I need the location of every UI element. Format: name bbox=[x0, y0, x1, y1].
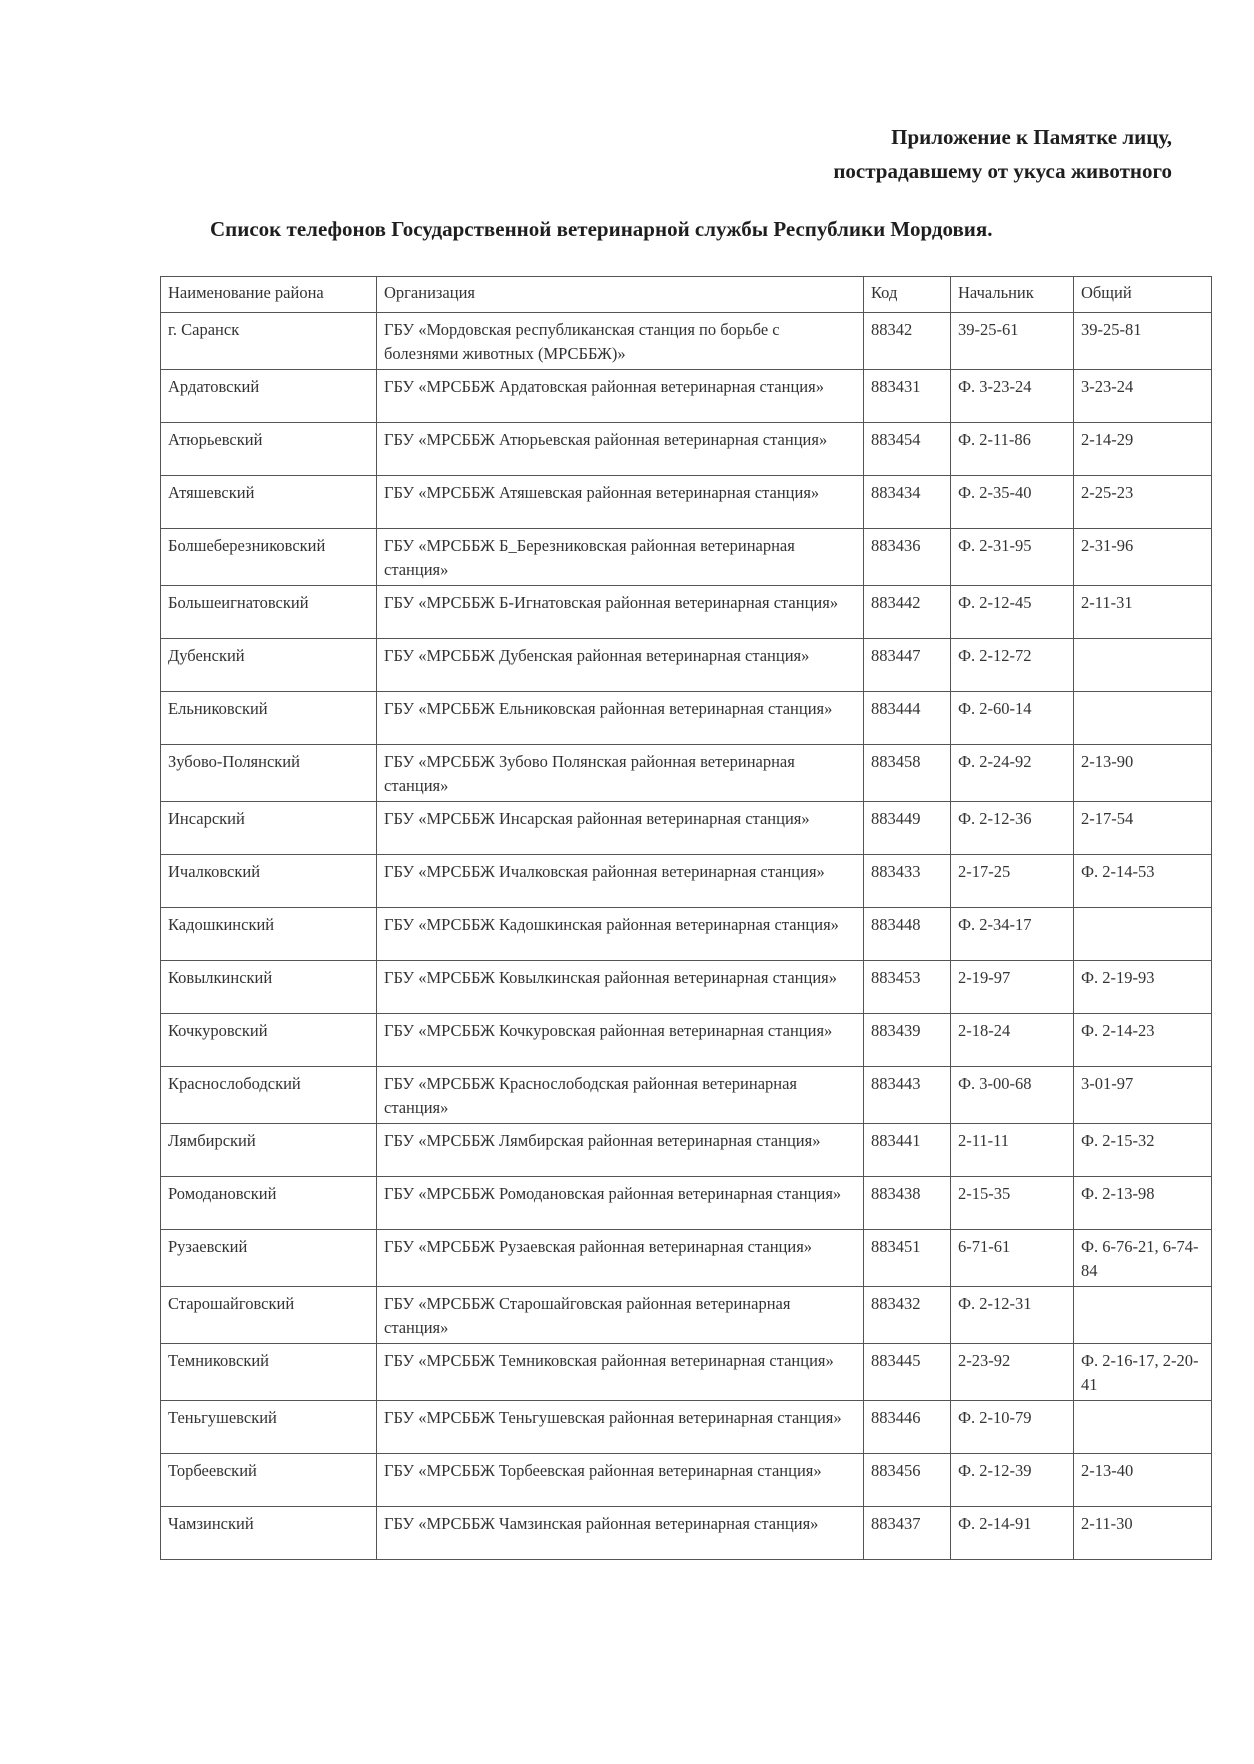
code-cell: 883434 bbox=[864, 476, 951, 529]
code-cell: 883431 bbox=[864, 370, 951, 423]
district-cell: Ельниковский bbox=[161, 692, 377, 745]
code-cell: 883448 bbox=[864, 908, 951, 961]
code-cell: 883442 bbox=[864, 586, 951, 639]
organization-cell: ГБУ «МРСББЖ Кадошкинская районная ветеринарная станция» bbox=[377, 908, 864, 961]
head-phone-cell: 2-18-24 bbox=[951, 1014, 1074, 1067]
table-row bbox=[161, 1230, 1212, 1287]
common-phone-cell: 2-25-23 bbox=[1074, 476, 1212, 529]
organization-cell: ГБУ «МРСББЖ Темниковская районная ветеринарная станция» bbox=[377, 1344, 864, 1401]
common-phone-cell: 3-23-24 bbox=[1074, 370, 1212, 423]
table-header-row bbox=[161, 277, 1212, 313]
head-phone-cell: Ф. 2-35-40 bbox=[951, 476, 1074, 529]
common-phone-cell: 2-13-40 bbox=[1074, 1454, 1212, 1507]
common-phone-cell: Ф. 2-19-93 bbox=[1074, 961, 1212, 1014]
column-header-head: Начальник bbox=[951, 277, 1074, 313]
document-title: Список телефонов Государственной ветеринарной службы Республики Мордовия. bbox=[210, 217, 993, 241]
organization-cell: ГБУ «МРСББЖ Ичалковская районная ветеринарная станция» bbox=[377, 855, 864, 908]
table-row bbox=[161, 802, 1212, 855]
table-row bbox=[161, 1067, 1212, 1124]
table-row bbox=[161, 1287, 1212, 1344]
district-cell: Атюрьевский bbox=[161, 423, 377, 476]
head-phone-cell: Ф. 3-00-68 bbox=[951, 1067, 1074, 1124]
appendix-heading bbox=[833, 120, 1172, 188]
common-phone-cell: 2-11-31 bbox=[1074, 586, 1212, 639]
organization-cell: ГБУ «МРСББЖ Ельниковская районная ветеринарная станция» bbox=[377, 692, 864, 745]
head-phone-cell: 39-25-61 bbox=[951, 313, 1074, 370]
district-cell: Инсарский bbox=[161, 802, 377, 855]
head-phone-cell: Ф. 2-24-92 bbox=[951, 745, 1074, 802]
table-body bbox=[161, 313, 1212, 1560]
head-phone-cell: 2-11-11 bbox=[951, 1124, 1074, 1177]
table-row bbox=[161, 370, 1212, 423]
organization-cell: ГБУ «МРСББЖ Лямбирская районная ветеринарная станция» bbox=[377, 1124, 864, 1177]
common-phone-cell: Ф. 6-76-21, 6-74-84 bbox=[1074, 1230, 1212, 1287]
common-phone-cell: 2-14-29 bbox=[1074, 423, 1212, 476]
organization-cell: ГБУ «МРСББЖ Чамзинская районная ветеринарная станция» bbox=[377, 1507, 864, 1560]
code-cell: 883443 bbox=[864, 1067, 951, 1124]
district-cell: Чамзинский bbox=[161, 1507, 377, 1560]
organization-cell: ГБУ «МРСББЖ Атюрьевская районная ветеринарная станция» bbox=[377, 423, 864, 476]
organization-cell: ГБУ «МРСББЖ Торбеевская районная ветеринарная станция» bbox=[377, 1454, 864, 1507]
head-phone-cell: Ф. 2-12-36 bbox=[951, 802, 1074, 855]
head-phone-cell: Ф. 2-12-39 bbox=[951, 1454, 1074, 1507]
head-phone-cell: Ф. 2-12-31 bbox=[951, 1287, 1074, 1344]
code-cell: 883436 bbox=[864, 529, 951, 586]
head-phone-cell: Ф. 3-23-24 bbox=[951, 370, 1074, 423]
district-cell: Зубово-Полянский bbox=[161, 745, 377, 802]
code-cell: 883447 bbox=[864, 639, 951, 692]
district-cell: Старошайговский bbox=[161, 1287, 377, 1344]
district-cell: Болшеберезниковский bbox=[161, 529, 377, 586]
district-cell: Дубенский bbox=[161, 639, 377, 692]
organization-cell: ГБУ «МРСББЖ Ковылкинская районная ветеринарная станция» bbox=[377, 961, 864, 1014]
common-phone-cell: Ф. 2-15-32 bbox=[1074, 1124, 1212, 1177]
table-row bbox=[161, 1454, 1212, 1507]
head-phone-cell: 2-15-35 bbox=[951, 1177, 1074, 1230]
common-phone-cell: 2-17-54 bbox=[1074, 802, 1212, 855]
table-row bbox=[161, 745, 1212, 802]
table-row bbox=[161, 961, 1212, 1014]
code-cell: 883446 bbox=[864, 1401, 951, 1454]
head-phone-cell: Ф. 2-31-95 bbox=[951, 529, 1074, 586]
district-cell: Ковылкинский bbox=[161, 961, 377, 1014]
common-phone-cell: 2-11-30 bbox=[1074, 1507, 1212, 1560]
district-cell: Ичалковский bbox=[161, 855, 377, 908]
head-phone-cell: Ф. 2-10-79 bbox=[951, 1401, 1074, 1454]
organization-cell: ГБУ «МРСББЖ Б-Игнатовская районная ветеринарная станция» bbox=[377, 586, 864, 639]
district-cell: Темниковский bbox=[161, 1344, 377, 1401]
district-cell: Атяшевский bbox=[161, 476, 377, 529]
district-cell: г. Саранск bbox=[161, 313, 377, 370]
code-cell: 883458 bbox=[864, 745, 951, 802]
common-phone-cell bbox=[1074, 1401, 1212, 1454]
phone-table bbox=[160, 276, 1212, 1560]
common-phone-cell: 2-13-90 bbox=[1074, 745, 1212, 802]
code-cell: 883437 bbox=[864, 1507, 951, 1560]
organization-cell: ГБУ «МРСББЖ Кочкуровская районная ветеринарная станция» bbox=[377, 1014, 864, 1067]
district-cell: Ардатовский bbox=[161, 370, 377, 423]
organization-cell: ГБУ «МРСББЖ Атяшевская районная ветеринарная станция» bbox=[377, 476, 864, 529]
common-phone-cell: 3-01-97 bbox=[1074, 1067, 1212, 1124]
table-row bbox=[161, 1014, 1212, 1067]
common-phone-cell bbox=[1074, 1287, 1212, 1344]
table-row bbox=[161, 1124, 1212, 1177]
table-row bbox=[161, 423, 1212, 476]
code-cell: 883449 bbox=[864, 802, 951, 855]
head-phone-cell: Ф. 2-14-91 bbox=[951, 1507, 1074, 1560]
district-cell: Теньгушевский bbox=[161, 1401, 377, 1454]
organization-cell: ГБУ «МРСББЖ Ардатовская районная ветеринарная станция» bbox=[377, 370, 864, 423]
district-cell: Кадошкинский bbox=[161, 908, 377, 961]
organization-cell: ГБУ «МРСББЖ Краснослободская районная ветеринарная станция» bbox=[377, 1067, 864, 1124]
head-phone-cell: 2-23-92 bbox=[951, 1344, 1074, 1401]
code-cell: 883451 bbox=[864, 1230, 951, 1287]
district-cell: Краснослободский bbox=[161, 1067, 377, 1124]
organization-cell: ГБУ «МРСББЖ Старошайговская районная ветеринарная станция» bbox=[377, 1287, 864, 1344]
organization-cell: ГБУ «МРСББЖ Теньгушевская районная ветеринарная станция» bbox=[377, 1401, 864, 1454]
table-row bbox=[161, 908, 1212, 961]
district-cell: Лямбирский bbox=[161, 1124, 377, 1177]
table-row bbox=[161, 313, 1212, 370]
common-phone-cell: 39-25-81 bbox=[1074, 313, 1212, 370]
common-phone-cell: Ф. 2-14-23 bbox=[1074, 1014, 1212, 1067]
organization-cell: ГБУ «МРСББЖ Рузаевская районная ветеринарная станция» bbox=[377, 1230, 864, 1287]
common-phone-cell: Ф. 2-16-17, 2-20-41 bbox=[1074, 1344, 1212, 1401]
head-phone-cell: Ф. 2-34-17 bbox=[951, 908, 1074, 961]
column-header-code: Код bbox=[864, 277, 951, 313]
common-phone-cell bbox=[1074, 639, 1212, 692]
column-header-organization: Организация bbox=[377, 277, 864, 313]
head-phone-cell: Ф. 2-60-14 bbox=[951, 692, 1074, 745]
district-cell: Торбеевский bbox=[161, 1454, 377, 1507]
common-phone-cell: Ф. 2-14-53 bbox=[1074, 855, 1212, 908]
organization-cell: ГБУ «МРСББЖ Ромодановская районная ветеринарная станция» bbox=[377, 1177, 864, 1230]
code-cell: 883432 bbox=[864, 1287, 951, 1344]
head-phone-cell: 2-17-25 bbox=[951, 855, 1074, 908]
organization-cell: ГБУ «МРСББЖ Дубенская районная ветеринарная станция» bbox=[377, 639, 864, 692]
appendix-line-2: пострадавшему от укуса животного bbox=[833, 159, 1172, 183]
common-phone-cell bbox=[1074, 692, 1212, 745]
column-header-district: Наименование района bbox=[161, 277, 377, 313]
code-cell: 883445 bbox=[864, 1344, 951, 1401]
table-row bbox=[161, 692, 1212, 745]
table-row bbox=[161, 639, 1212, 692]
code-cell: 883441 bbox=[864, 1124, 951, 1177]
organization-cell: ГБУ «МРСББЖ Зубово Полянская районная ветеринарная станция» bbox=[377, 745, 864, 802]
table-row bbox=[161, 476, 1212, 529]
head-phone-cell: Ф. 2-12-72 bbox=[951, 639, 1074, 692]
district-cell: Рузаевский bbox=[161, 1230, 377, 1287]
code-cell: 883438 bbox=[864, 1177, 951, 1230]
district-cell: Большеигнатовский bbox=[161, 586, 377, 639]
head-phone-cell: 2-19-97 bbox=[951, 961, 1074, 1014]
table-row bbox=[161, 855, 1212, 908]
common-phone-cell bbox=[1074, 908, 1212, 961]
column-header-common: Общий bbox=[1074, 277, 1212, 313]
head-phone-cell: 6-71-61 bbox=[951, 1230, 1074, 1287]
organization-cell: ГБУ «МРСББЖ Инсарская районная ветеринарная станция» bbox=[377, 802, 864, 855]
table-row bbox=[161, 1401, 1212, 1454]
code-cell: 883454 bbox=[864, 423, 951, 476]
appendix-line-1: Приложение к Памятке лицу, bbox=[891, 125, 1172, 149]
common-phone-cell: Ф. 2-13-98 bbox=[1074, 1177, 1212, 1230]
table-row bbox=[161, 586, 1212, 639]
head-phone-cell: Ф. 2-11-86 bbox=[951, 423, 1074, 476]
code-cell: 883453 bbox=[864, 961, 951, 1014]
district-cell: Кочкуровский bbox=[161, 1014, 377, 1067]
organization-cell: ГБУ «МРСББЖ Б_Березниковская районная ветеринарная станция» bbox=[377, 529, 864, 586]
code-cell: 883439 bbox=[864, 1014, 951, 1067]
code-cell: 883456 bbox=[864, 1454, 951, 1507]
code-cell: 88342 bbox=[864, 313, 951, 370]
table-row bbox=[161, 1344, 1212, 1401]
head-phone-cell: Ф. 2-12-45 bbox=[951, 586, 1074, 639]
common-phone-cell: 2-31-96 bbox=[1074, 529, 1212, 586]
code-cell: 883444 bbox=[864, 692, 951, 745]
district-cell: Ромодановский bbox=[161, 1177, 377, 1230]
organization-cell: ГБУ «Мордовская республиканская станция по борьбе с болезнями животных (МРСББЖ)» bbox=[377, 313, 864, 370]
table-row bbox=[161, 529, 1212, 586]
code-cell: 883433 bbox=[864, 855, 951, 908]
table-row bbox=[161, 1177, 1212, 1230]
table-row bbox=[161, 1507, 1212, 1560]
